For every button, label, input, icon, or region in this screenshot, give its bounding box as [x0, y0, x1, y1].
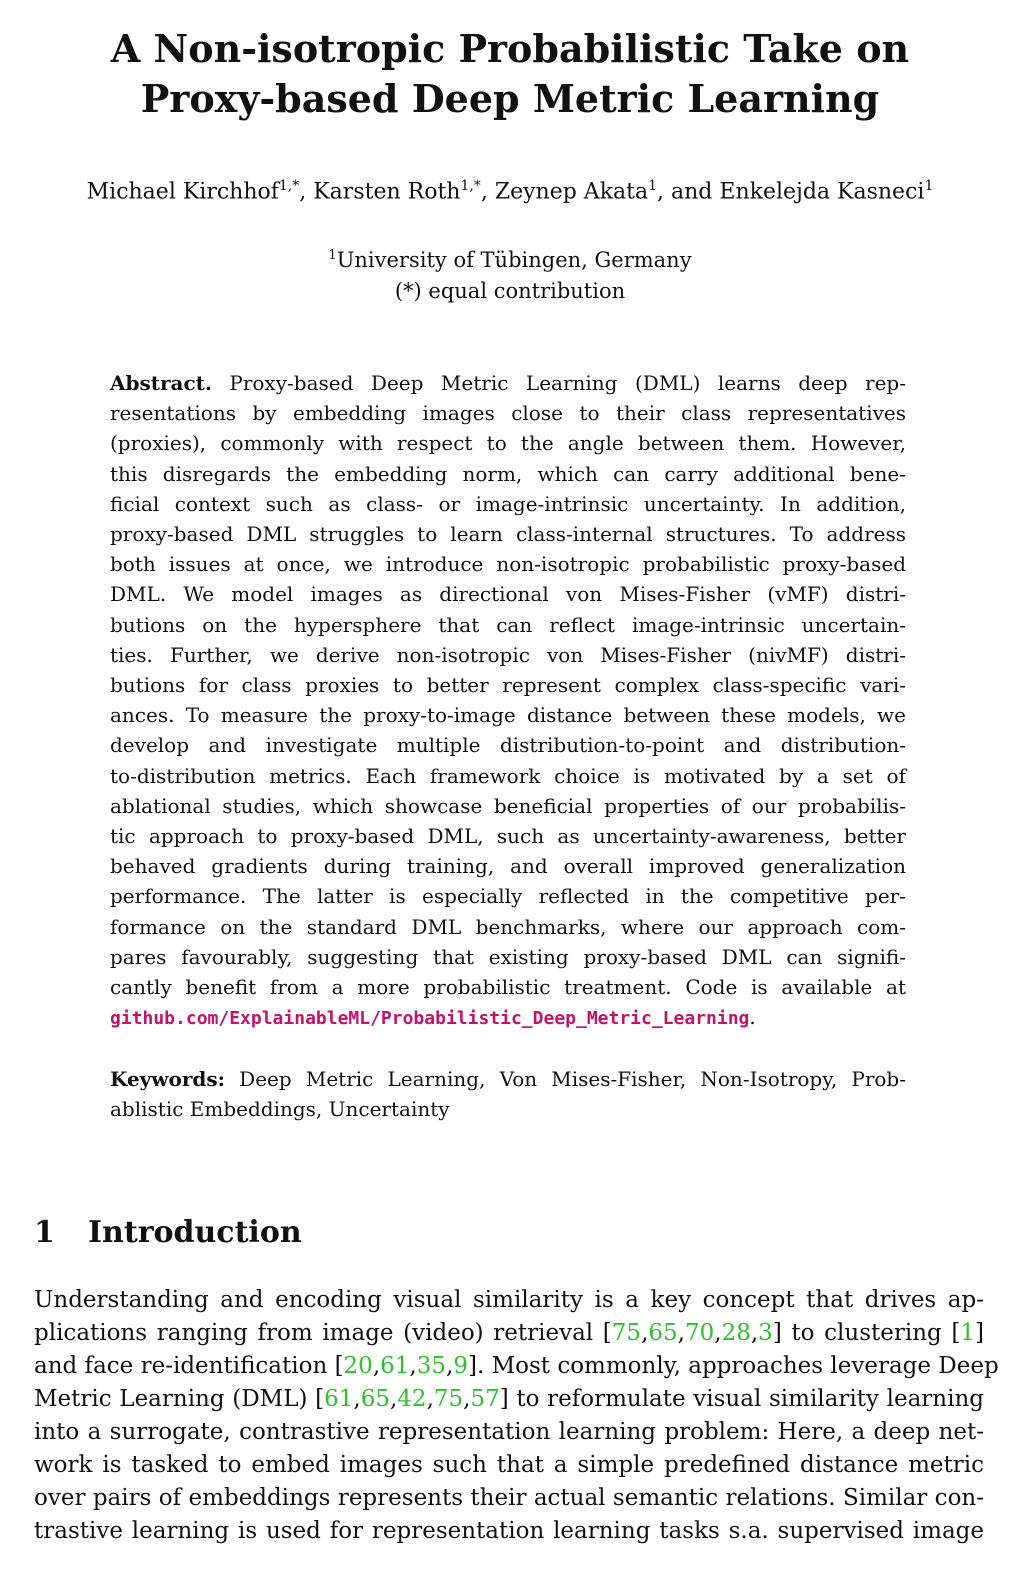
author-name: Michael Kirchhof — [86, 179, 279, 205]
citation-link[interactable]: 65 — [360, 1386, 390, 1412]
author-affiliation-mark: 1,* — [278, 178, 300, 194]
author-name: Enkelejda Kasneci — [719, 179, 925, 205]
citation-link[interactable]: 61 — [324, 1386, 354, 1412]
citation-link[interactable]: 20 — [343, 1353, 373, 1379]
author-name: Zeynep Akata — [494, 179, 649, 205]
abstract-line: performance. The latter is especially reflected in the competitive per- — [110, 884, 906, 909]
intro-line — [34, 1350, 999, 1383]
abstract-line: to-distribution metrics. Each framework choice is motivated by a set of — [110, 763, 906, 788]
abstract-line: ties. Further, we derive non-isotropic von Mises-Fisher (nivMF) distri- — [110, 642, 906, 667]
keywords-text: Deep Metric Learning, Von Mises-Fisher, Non-Isotropy, Prob- — [225, 1067, 906, 1091]
citation-separator: , — [463, 1386, 471, 1412]
title-line-2: Proxy-based Deep Metric Learning — [140, 76, 880, 121]
citation-link[interactable]: 3 — [758, 1320, 773, 1346]
section-number: 1 — [34, 1215, 55, 1250]
keywords-line: ablistic Embeddings, Uncertainty — [110, 1097, 450, 1121]
citation-link[interactable]: 70 — [684, 1320, 715, 1346]
intro-line: over pairs of embeddings represents their actual semantic relations. Similar con- — [34, 1485, 984, 1511]
abstract — [110, 368, 906, 1034]
affiliation-mark: 1 — [328, 248, 337, 263]
author-affiliation-mark: 1,* — [460, 178, 481, 194]
abstract-line: butions on the hypersphere that can reflect image-intrinsic uncertain- — [110, 612, 906, 637]
citation-link[interactable]: 28 — [721, 1320, 751, 1346]
abstract-line: tic approach to proxy-based DML, such as uncertainty-awareness, better — [110, 824, 906, 849]
citation-separator: , — [353, 1386, 361, 1412]
citation-link[interactable]: 1 — [960, 1320, 976, 1346]
equal-contribution-note — [0, 276, 1020, 307]
citation-link[interactable]: 42 — [397, 1386, 427, 1412]
intro-line: work is tasked to embed images such that a simple predefined distance metric — [34, 1452, 984, 1478]
citation-separator: , — [372, 1353, 381, 1379]
citation-separator: , — [641, 1320, 649, 1346]
author-affiliation-mark: 1 — [648, 178, 658, 194]
abstract-line — [110, 368, 906, 398]
abstract-line — [110, 1002, 906, 1034]
intro-text: ] — [975, 1320, 984, 1346]
citation-separator: , — [446, 1353, 454, 1379]
abstract-line: butions for class proxies to better represent complex class-specific vari- — [110, 673, 906, 698]
abstract-line: (proxies), commonly with respect to the angle between them. However, — [110, 431, 906, 456]
citation-link[interactable]: 61 — [380, 1353, 410, 1379]
note-text: equal contribution — [421, 279, 626, 303]
abstract-line: ablational studies, which showcase beneficial properties of our probabilis- — [110, 793, 906, 818]
abstract-line: formance on the standard DML benchmarks, where our approach com- — [110, 914, 906, 939]
keywords — [110, 1064, 906, 1124]
title-line-1: A Non-isotropic Probabilistic Take on — [110, 26, 910, 71]
abstract-text: Proxy-based Deep Metric Learning (DML) learns deep rep- — [211, 371, 906, 395]
citation-separator: , — [677, 1320, 685, 1346]
author-separator: , — [299, 179, 314, 205]
intro-line: into a surrogate, contrastive representation learning problem: Here, a deep net- — [34, 1419, 984, 1445]
citation-separator: , — [389, 1386, 398, 1412]
abstract-line: cantly benefit from a more probabilistic treatment. Code is available at — [110, 975, 906, 1000]
abstract-line: develop and investigate multiple distribution-to-point and distribution- — [110, 733, 906, 758]
abstract-line: ficial context such as class- or image-intrinsic uncertainty. In addition, — [110, 491, 906, 516]
affiliation-text: University of Tübingen, Germany — [336, 248, 692, 272]
intro-text: ] to reformulate visual similarity learning — [499, 1386, 984, 1412]
citation-separator: , — [750, 1320, 759, 1346]
intro-line — [34, 1317, 984, 1350]
paper-title — [0, 24, 1020, 124]
author-separator: , and — [657, 179, 720, 205]
author-affiliation-mark: 1 — [924, 178, 934, 194]
citation-separator: , — [409, 1353, 417, 1379]
intro-text: Metric Learning (DML) [ — [34, 1386, 325, 1412]
citation-separator: , — [714, 1320, 722, 1346]
abstract-line: this disregards the embedding norm, which can carry additional bene- — [110, 461, 906, 486]
citation-separator: , — [426, 1386, 434, 1412]
abstract-line: both issues at once, we introduce non-isotropic probabilistic proxy-based — [110, 552, 906, 577]
intro-line — [34, 1383, 984, 1416]
abstract-label: Abstract. — [110, 371, 212, 395]
author-name: Karsten Roth — [313, 179, 461, 205]
intro-text: plications ranging from image (video) retrieval [ — [34, 1320, 612, 1346]
citation-link[interactable]: 57 — [470, 1386, 500, 1412]
section-heading — [34, 1215, 302, 1250]
abstract-line: pares favourably, suggesting that existing proxy-based DML can signifi- — [110, 944, 906, 969]
intro-line: trastive learning is used for representation learning tasks s.a. supervised image — [34, 1518, 984, 1544]
code-repository-link[interactable]: github.com/ExplainableML/Probabilistic_Deep_Metric_Learning — [110, 1008, 750, 1030]
citation-link[interactable]: 75 — [433, 1386, 464, 1412]
keywords-line — [110, 1064, 906, 1094]
abstract-line: behaved gradients during training, and overall improved generalization — [110, 854, 906, 879]
intro-line: Understanding and encoding visual similarity is a key concept that drives ap- — [34, 1287, 984, 1313]
note-symbol: (*) — [394, 279, 422, 303]
introduction-text — [34, 1284, 999, 1548]
author-list — [0, 178, 1020, 204]
citation-link[interactable]: 35 — [416, 1353, 447, 1379]
citation-link[interactable]: 9 — [453, 1353, 468, 1379]
abstract-line: resentations by embedding images close to their class representatives — [110, 401, 906, 426]
abstract-line: ances. To measure the proxy-to-image distance between these models, we — [110, 703, 906, 728]
link-period: . — [749, 1005, 756, 1030]
citation-link[interactable]: 65 — [648, 1320, 678, 1346]
author-separator: , — [480, 179, 495, 205]
affiliation-block — [0, 240, 1020, 307]
section-title: Introduction — [88, 1215, 302, 1250]
intro-text: ]. Most commonly, approaches leverage Deep — [467, 1353, 999, 1379]
affiliation — [0, 240, 1020, 276]
citation-link[interactable]: 75 — [611, 1320, 642, 1346]
intro-text: and face re-identification [ — [34, 1353, 344, 1379]
keywords-label: Keywords: — [110, 1067, 226, 1091]
abstract-line: proxy-based DML struggles to learn class-internal structures. To address — [110, 522, 906, 547]
intro-text: ] to clustering [ — [772, 1320, 961, 1346]
abstract-line: DML. We model images as directional von Mises-Fisher (vMF) distri- — [110, 582, 906, 607]
